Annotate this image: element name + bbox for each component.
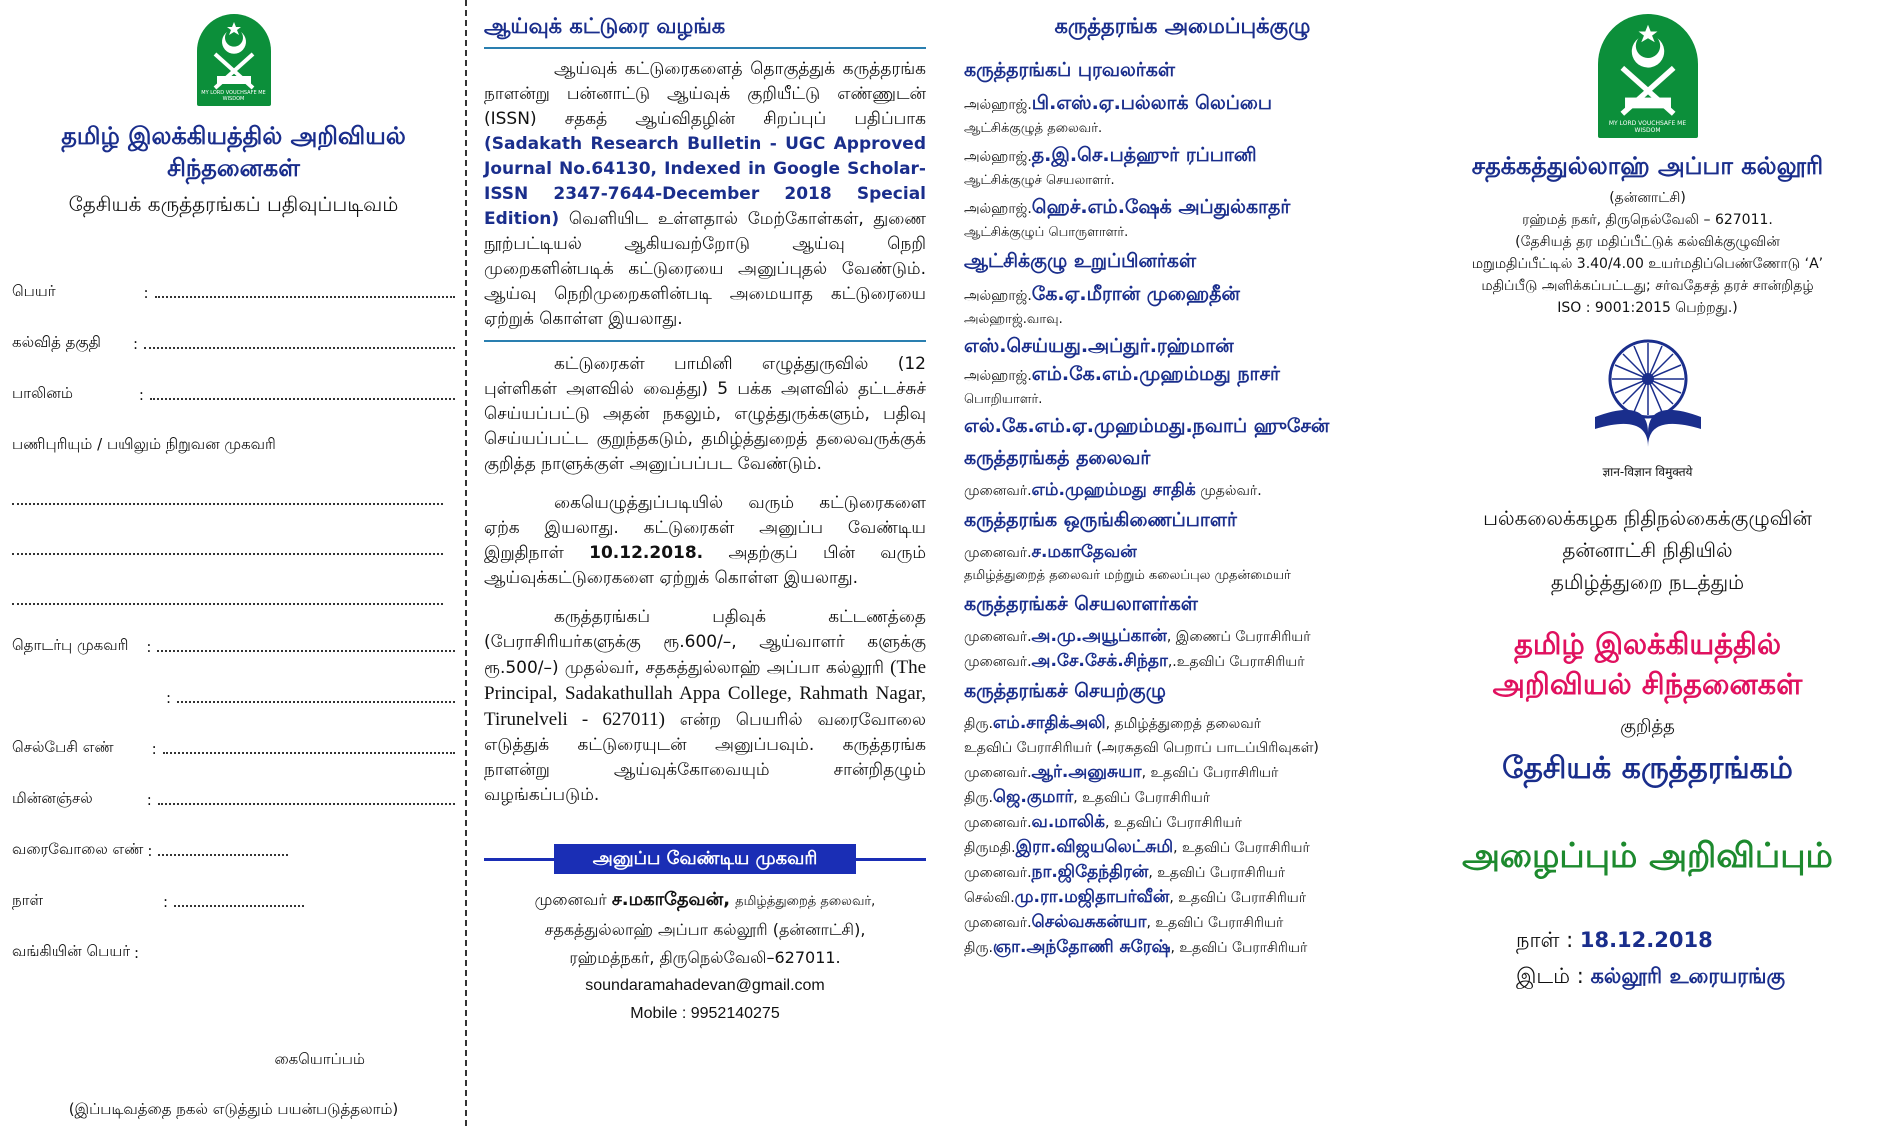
member-1: அல்ஹாஜ்.கே.ஏ.மீரான் முஹைதீன் bbox=[964, 283, 1240, 305]
college-logo-icon bbox=[197, 14, 271, 106]
members-heading: ஆட்சிக்குழு உறுப்பினர்கள் bbox=[964, 250, 1197, 272]
college-name: சதக்கத்துல்லாஹ் அப்பா கல்லூரி bbox=[1471, 152, 1824, 180]
form-field-dd-number[interactable]: வரைவோலை எண் : bbox=[12, 809, 455, 860]
organizing-committee-panel: கருத்தரங்க அமைப்புக்குழு கருத்தரங்கப் புரவலர்கள் அல்ஹாஜ்.பி.எஸ்.ஏ.பல்லாக் லெப்பை ஆட்சிக்குழுத் தலைவர். அல்ஹாஜ்.த.இ.செ.பத்ஹுர் ரப்பானி ஆட்சிக்குழுச் செயலாளர். அல்ஹாஜ்.ஹெச்.எம்.ஷேக் அப்துல்காதர் ஆட்சிக்குழுப் பொருளாளர். ஆட்சிக்குழு உறுப்பினர்கள் அல்ஹாஜ்.கே.ஏ.மீரான் முஹைதீன் அல்ஹாஜ்.வாவு. எஸ்.செய்யது.அப்துர்.ரஹ்மான் அல்ஹாஜ்.எம்.கே.எம்.முஹம்மது நாசர் பொறியாளர். எல்.கே.எம்.ஏ.முஹம்மது.நவாப் ஹுசேன் கருத்தரங்கத் தலைவர் முனைவர்.எம்.முஹம்மது சாதிக் முதல்வர். கருத்தரங்க ஒருங்கிணைப்பாளர் முனைவர்.ச.மகாதேவன் தமிழ்த்துறைத் தலைவர் மற்றும் கலைப்புல முதன்மையர் கருத்தரங்கச் செயலாளர்கள் முனைவர்.அ.மு.அயூப்கான், இணைப் பேராசிரியர் முனைவர்.அ.சே.சேக்.சிந்தா,.உதவிப் பேராசிரியர் கருத்தரங்கச் செயற்குழு திரு.எம்.சாதிக்அலி, தமிழ்த்துறைத் தலைவர் உதவிப் பேராசிரியர் (அரசுதவி பெறாப் பாடப்பிரிவுகள்) முனைவர்.ஆர்.அனுசுயா, உதவிப் பேராசிரியர் திரு.ஜெ.குமார், உதவிப் பேராசிரியர் முனைவர்.வ.மாலிக், உதவிப் பேராசிரியர் திருமதி.இரா.விஜயலெட்சுமி, உதவிப் பேராசிரியர் முனைவர்.நா.ஜிதேந்திரன், உதவிப் பேராசிரியர் செல்வி.மு.ரா.மஜிதாபர்வீன், உதவிப் பேராசிரியர் முனைவர்.செல்வசுகன்யா, உதவிப் பேராசிரியர் திரு.ஞா.அந்தோணி சுரேஷ், உதவிப் பேராசிரியர் bbox=[950, 0, 1405, 1126]
member-2: எஸ்.செய்யது.அப்துர்.ரஹ்மான் bbox=[964, 335, 1234, 357]
form-subtitle: தேசியக் கருத்தரங்கப் பதிவுப்படிவம் bbox=[68, 192, 399, 216]
patron-2: அல்ஹாஜ்.த.இ.செ.பத்ஹுர் ரப்பானி bbox=[964, 144, 1257, 166]
form-field-contact[interactable]: தொடர்பு முகவரி : bbox=[12, 605, 455, 656]
member-3: அல்ஹாஜ்.எம்.கே.எம்.முஹம்மது நாசர் bbox=[964, 363, 1280, 385]
form-field-bank[interactable]: வங்கியின் பெயர் : bbox=[12, 942, 140, 962]
paper-guidelines-paragraph: ஆய்வுக் கட்டுரைகளைத் தொகுத்துக் கருத்தரங்க நாளன்று பன்னாட்டு ஆய்வுக் குறியீட்டு எண்ணுடன் (ISSN) சதகத் ஆய்விதழின் சிறப்புப் பதிப்பாக (Sadakath Research Bulletin - UGC Approved Journal No.64130, Indexed in Google Scholar-ISSN 2347-7644-December 2018 Special Edition) வெளியிட உள்ளதால் மேற்கோள்கள், துணை நூற்பட்டியல் ஆகியவற்றோடு ஆய்வு நெறி முறைகளின்படிக் கட்டுரையை அனுப்புதல் வேண்டும். ஆய்வு நெறிமுறைகளின்படி அமையாத கட்டுரையை ஏற்றுக் கொள்ள இயலாது. bbox=[484, 59, 926, 329]
committee-title: கருத்தரங்க அமைப்புக்குழு bbox=[1054, 14, 1311, 38]
form-field-date[interactable]: நாள் : bbox=[12, 860, 455, 911]
deadline-paragraph: கையெழுத்துப்படியில் வரும் கட்டுரைகளை ஏற்க இயலாது. கட்டுரைகள் அனுப்ப வேண்டிய இறுதிநாள் 10.12.2018. அதற்குப் பின் வரும் ஆய்வுக்கட்டுரைகளை ஏற்றுக் கொள்ள இயலாது. bbox=[484, 493, 927, 588]
secretaries-heading: கருத்தரங்கச் செயலாளர்கள் bbox=[964, 593, 1198, 615]
format-paragraph: கட்டுரைகள் பாமினி எழுத்துருவில் (12 புள்ளிகள் அளவில் வைத்து) 5 பக்க அளவில் தட்டச்சுச் செய்யப்பட்டு அதன் நகலும், எழுத்துருக்களும், பதிவு செய்யப்பட்ட குறுந்தகடும், தமிழ்த்துறைத் தலைவருக்குக் குறித்த நாளுக்குள் அனுப்பப்பட வேண்டும். bbox=[484, 354, 926, 474]
secretary-1: முனைவர்.அ.மு.அயூப்கான், இணைப் பேராசிரியர் bbox=[964, 626, 1311, 646]
deadline-date: 10.12.2018. bbox=[589, 543, 704, 563]
coordinator-heading: கருத்தரங்க ஒருங்கிணைப்பாளர் bbox=[964, 509, 1237, 531]
working-member-6: முனைவர்.நா.ஜிதேந்திரன், உதவிப் பேராசிரியர் bbox=[964, 862, 1286, 882]
address-heading: அனுப்ப வேண்டிய முகவரி bbox=[554, 844, 856, 874]
working-member-3: திரு.ஜெ.குமார், உதவிப் பேராசிரியர் bbox=[964, 787, 1211, 807]
event-title: தமிழ் இலக்கியத்தில் அறிவியல் சிந்தனைகள் bbox=[1492, 627, 1803, 701]
working-member-9: திரு.ஞா.அந்தோணி சுரேஷ், உதவிப் பேராசிரியர் bbox=[964, 937, 1308, 957]
institution-line-2[interactable] bbox=[12, 505, 443, 555]
event-date: நாள் : 18.12.2018 bbox=[1516, 928, 1713, 952]
paper-submission-panel bbox=[470, 0, 940, 1126]
paper-submission-heading: ஆய்வுக் கட்டுரை வழங்க bbox=[484, 14, 926, 49]
fold-divider bbox=[465, 0, 467, 1126]
registration-form-panel bbox=[0, 0, 465, 1126]
organizer-lines: பல்கலைக்கழக நிதிநல்கைக்குழுவின் தன்னாட்சி நிதியில் தமிழ்த்துறை நடத்தும் bbox=[1483, 506, 1812, 594]
event-meta bbox=[1416, 922, 1879, 994]
patron-3: அல்ஹாஜ்.ஹெச்.எம்.ஷேக் அப்துல்காதர் bbox=[964, 196, 1291, 218]
contact-email[interactable]: soundaramahadevan@gmail.com bbox=[585, 977, 825, 994]
form-field-gender[interactable]: பாலினம் : bbox=[12, 353, 455, 404]
working-member-5: திருமதி.இரா.விஜயலெட்சுமி, உதவிப் பேராசிரியர் bbox=[964, 837, 1310, 857]
address-banner bbox=[484, 844, 926, 874]
seminar-title: தேசியக் கருத்தரங்கம் bbox=[1502, 751, 1793, 786]
contact-mobile: Mobile : 9952140275 bbox=[630, 1005, 780, 1022]
member-4: எல்.கே.எம்.ஏ.முஹம்மது.நவாப் ஹுசேன் bbox=[964, 415, 1330, 437]
working-member-8: முனைவர்.செல்வசுகன்யா, உதவிப் பேராசிரியர் bbox=[964, 912, 1284, 932]
working-member-2: முனைவர்.ஆர்.அனுசுயா, உதவிப் பேராசிரியர் bbox=[964, 762, 1279, 782]
working-member-1-role: உதவிப் பேராசிரியர் (அரசுதவி பெறாப் பாடப்பிரிவுகள்) bbox=[964, 740, 1319, 756]
mailing-address: முனைவர் ச.மகாதேவன், தமிழ்த்துறைத் தலைவர், சதகத்துல்லாஹ் அப்பா கல்லூரி (தன்னாட்சி), ரஹ்மத்நகர், திருநெல்வேலி–627011. soundaramahadevan@gmail.com Mobile : 9952140275 bbox=[484, 886, 926, 1028]
form-field-name[interactable]: பெயர் : bbox=[12, 251, 455, 302]
event-connector: குறித்த bbox=[1620, 716, 1675, 737]
patron-1: அல்ஹாஜ்.பி.எஸ்.ஏ.பல்லாக் லெப்பை bbox=[964, 92, 1272, 114]
member-2-prefix: அல்ஹாஜ்.வாவு. bbox=[964, 312, 1063, 327]
form-field-contact-2[interactable]: : bbox=[12, 656, 455, 707]
copy-note: (இப்படிவத்தை நகல் எடுத்தும் பயன்படுத்தலாம்) bbox=[68, 1100, 399, 1118]
form-field-mobile[interactable]: செல்பேசி எண் : bbox=[12, 707, 455, 758]
chair-person: முனைவர்.எம்.முஹம்மது சாதிக் முதல்வர். bbox=[964, 480, 1262, 500]
fee-paragraph: கருத்தரங்கப் பதிவுக் கட்டணத்தை (பேராசிரியர்களுக்கு ரூ.600/–, ஆய்வாளர் களுக்கு ரூ.500/–) முதல்வர், சதகத்துல்லாஹ் அப்பா கல்லூரி (The Principal, Sadakathullah Appa College, Rahmath Nagar, Tirunelveli - 627011) என்ற பெயரில் வரைவோலை எடுத்துக் கட்டுரையுடன் அனுப்பவும். கருத்தரங்க நாளன்று ஆய்வுக்கோவையும் சான்றிதழும் வழங்கப்படும். bbox=[484, 607, 927, 805]
ugc-emblem-icon bbox=[1578, 337, 1718, 480]
logo-motto: MY LORD VOUCHSAFE ME WISDOM bbox=[1608, 120, 1687, 134]
college-logo-icon bbox=[1598, 14, 1698, 138]
working-committee-heading: கருத்தரங்கச் செயற்குழு bbox=[964, 680, 1166, 702]
ugc-caption: ज्ञान-विज्ञान विमुक्तये bbox=[1602, 465, 1693, 479]
institution-line-3[interactable] bbox=[12, 555, 443, 605]
working-member-1: திரு.எம்.சாதிக்அலி, தமிழ்த்துறைத் தலைவர் bbox=[964, 713, 1261, 733]
member-4-prefix: பொறியாளர். bbox=[964, 392, 1043, 407]
event-venue: இடம் : கல்லூரி உரையரங்கு bbox=[1516, 964, 1786, 988]
logo-motto: MY LORD VOUCHSAFE ME WISDOM bbox=[201, 90, 266, 102]
institution-line-1[interactable] bbox=[12, 455, 443, 505]
invitation-title: அழைப்பும் அறிவிப்பும் bbox=[1462, 836, 1833, 876]
working-member-7: செல்வி.மு.ரா.மஜிதாபர்வீன், உதவிப் பேராசிரியர் bbox=[964, 887, 1307, 907]
patrons-heading: கருத்தரங்கப் புரவலர்கள் bbox=[964, 59, 1176, 81]
section-separator bbox=[484, 340, 926, 342]
signature-label: கையொப்பம் bbox=[274, 1050, 365, 1068]
working-member-4: முனைவர்.வ.மாலிக், உதவிப் பேராசிரியர் bbox=[964, 812, 1242, 832]
college-info: (தன்னாட்சி) ரஹ்மத் நகர், திருநெல்வேலி – 627011. (தேசியத் தர மதிப்பீட்டுக் கல்விக்குழுவின் மறுமதிப்பீட்டில் 3.40/4.00 உயர்மதிப்பெண்ணோடு ‘A’ மதிப்பீடு அளிக்கப்பட்டது; சர்வதேசத் தரச் சான்றிதழ் ISO : 9001:2015 பெற்றது.) bbox=[1471, 190, 1824, 316]
form-title: தமிழ் இலக்கியத்தில் அறிவியல் சிந்தனைகள் bbox=[61, 122, 406, 182]
chair-heading: கருத்தரங்கத் தலைவர் bbox=[964, 447, 1151, 469]
cover-panel bbox=[1410, 0, 1885, 1126]
form-field-email[interactable]: மின்னஞ்சல் : bbox=[12, 758, 455, 809]
form-field-institution: பணிபுரியும் / பயிலும் நிறுவன முகவரி bbox=[12, 435, 276, 453]
coordinator-person: முனைவர்.ச.மகாதேவன் bbox=[964, 542, 1137, 562]
form-field-qualification[interactable]: கல்வித் தகுதி : bbox=[12, 302, 455, 353]
secretary-2: முனைவர்.அ.சே.சேக்.சிந்தா,.உதவிப் பேராசிரியர் bbox=[964, 651, 1305, 671]
